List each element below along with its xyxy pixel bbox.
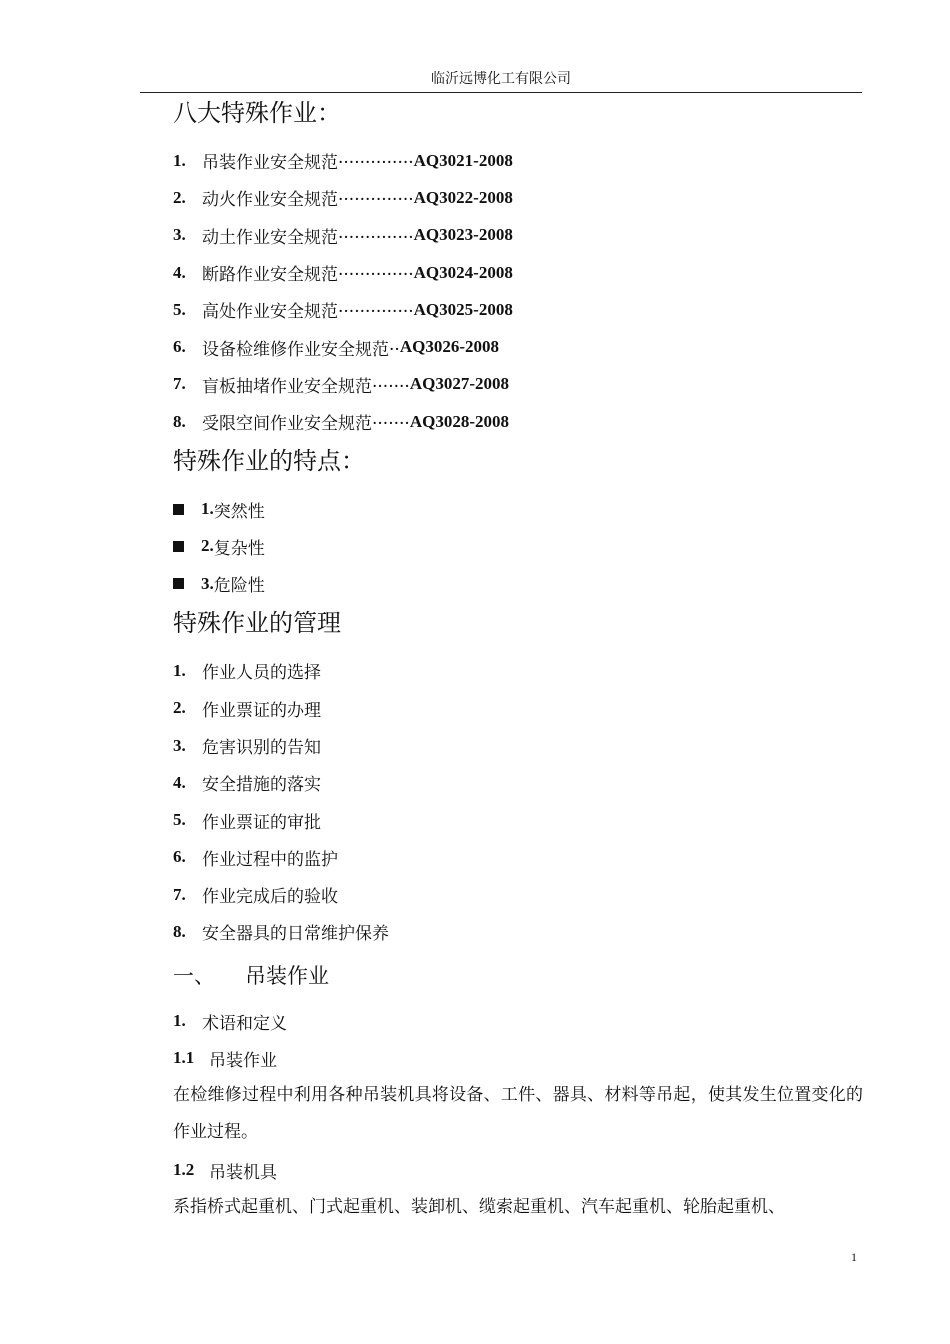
- item-number: 1.: [201, 499, 214, 519]
- subsection-title: 吊装机具: [209, 1162, 277, 1183]
- item-number: 5.: [173, 810, 186, 830]
- item-text: 安全措施的落实: [202, 775, 321, 796]
- item-text: 术语和定义: [202, 1013, 287, 1034]
- item-number: 6.: [173, 337, 186, 357]
- item-number: 3.: [173, 225, 186, 245]
- list-item: [173, 876, 863, 913]
- heading-lifting-operation: [173, 957, 863, 995]
- item-number: 7.: [173, 884, 186, 904]
- subsection-number: 1.1: [173, 1048, 195, 1068]
- list-item: [173, 254, 863, 291]
- item-text: 高处作业安全规范··············: [202, 302, 414, 323]
- standard-code: AQ3027-2008: [409, 374, 509, 394]
- item-text: 作业票证的审批: [202, 812, 321, 833]
- page-header: 临沂远博化工有限公司: [431, 71, 571, 87]
- subsection-title: 吊装作业: [209, 1050, 277, 1071]
- item-text: 动土作业安全规范··············: [202, 227, 414, 248]
- header-rule: [140, 92, 862, 93]
- item-number: 8.: [173, 411, 186, 431]
- standard-code: AQ3022-2008: [413, 187, 513, 207]
- machinery-paragraph: 系指桥式起重机、门式起重机、装卸机、缆索起重机、汽车起重机、轮胎起重机、: [173, 1196, 785, 1217]
- list-item: [173, 565, 863, 602]
- item-number: 1.: [173, 150, 186, 170]
- item-number: 3.: [173, 735, 186, 755]
- item-number: 2.: [173, 698, 186, 718]
- list-item: [173, 690, 863, 727]
- item-number: 1.: [173, 660, 186, 680]
- item-text: 危险性: [213, 576, 265, 597]
- item-number: 7.: [173, 374, 186, 394]
- square-bullet-icon: [173, 541, 184, 552]
- list-item: [173, 490, 863, 527]
- list-item: [173, 652, 863, 689]
- special-operations-list: [173, 142, 863, 440]
- item-text: 盲板抽堵作业安全规范·······: [202, 376, 410, 397]
- item-text: 断路作业安全规范··············: [202, 265, 414, 286]
- item-text: 受限空间作业安全规范·······: [202, 414, 410, 435]
- list-item: [173, 839, 863, 876]
- standard-code: AQ3025-2008: [413, 299, 513, 319]
- list-item: [173, 764, 863, 801]
- item-text: 作业完成后的验收: [202, 887, 338, 908]
- item-text: 危害识别的告知: [202, 738, 321, 758]
- list-item: [173, 142, 863, 179]
- heading-management: 特殊作业的管理: [173, 609, 341, 638]
- list-item: [173, 366, 863, 403]
- item-number: 1.: [173, 1011, 186, 1031]
- item-text: 作业过程中的监护: [202, 849, 338, 870]
- subsection-number: 1.2: [173, 1160, 195, 1180]
- item-text: 吊装作业安全规范··············: [202, 153, 414, 174]
- item-number: 8.: [173, 921, 186, 941]
- standard-code: AQ3028-2008: [409, 411, 509, 431]
- subheading-lifting-operation: [173, 1040, 863, 1077]
- terms-heading: [173, 1003, 863, 1040]
- page-content: [173, 94, 863, 1226]
- item-number: 2.: [173, 187, 186, 207]
- item-text: 设备检维修作业安全规范··: [202, 339, 400, 360]
- characteristics-list: [173, 490, 863, 602]
- page-number: 1: [851, 1250, 857, 1264]
- list-item: [173, 913, 863, 950]
- subheading-lifting-machinery: [173, 1152, 863, 1189]
- item-text: 安全器具的日常维护保养: [202, 924, 389, 945]
- item-number: 3.: [201, 573, 214, 593]
- heading-characteristics: 特殊作业的特点：: [173, 447, 365, 476]
- list-item: [173, 179, 863, 216]
- item-text: 突然性: [213, 501, 265, 522]
- item-text: 作业票证的办理: [202, 700, 321, 721]
- definition-paragraph: 在检维修过程中利用各种吊装机具将设备、工件、器具、材料等吊起，使其发生位置变化的作业过程。: [173, 1084, 863, 1143]
- standard-code: AQ3024-2008: [413, 262, 513, 282]
- item-number: 2.: [201, 536, 214, 556]
- section-number: 一、: [173, 963, 215, 988]
- list-item: [173, 727, 863, 764]
- item-number: 4.: [173, 262, 186, 282]
- list-item: [173, 403, 863, 440]
- item-number: 5.: [173, 299, 186, 319]
- standard-code: AQ3026-2008: [399, 337, 499, 357]
- item-text: 作业人员的选择: [202, 663, 321, 684]
- square-bullet-icon: [173, 504, 184, 515]
- standard-code: AQ3021-2008: [413, 150, 513, 170]
- list-item: [173, 801, 863, 838]
- square-bullet-icon: [173, 578, 184, 589]
- item-number: 4.: [173, 772, 186, 792]
- heading-eight-special-operations: 八大特殊作业：: [173, 99, 341, 127]
- section-title: 吊装作业: [245, 963, 329, 988]
- list-item: [173, 328, 863, 365]
- standard-code: AQ3023-2008: [413, 225, 513, 245]
- list-item: [173, 291, 863, 328]
- item-text: 动火作业安全规范··············: [202, 190, 414, 211]
- management-list: [173, 652, 863, 950]
- item-text: 复杂性: [213, 538, 265, 559]
- list-item: [173, 528, 863, 565]
- list-item: [173, 217, 863, 254]
- item-number: 6.: [173, 847, 186, 867]
